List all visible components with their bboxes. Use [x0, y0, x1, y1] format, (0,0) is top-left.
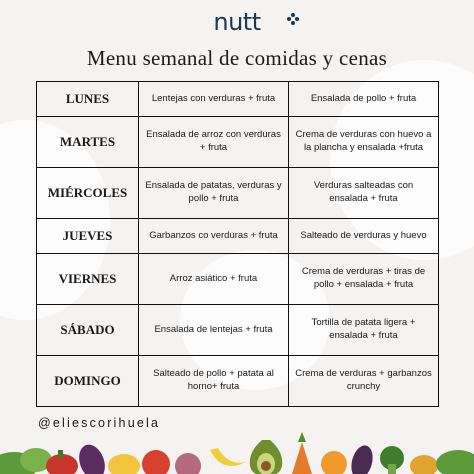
lunch-cell: Arroz asiático + fruta — [139, 253, 289, 304]
table-row — [37, 253, 439, 304]
table-row — [37, 304, 439, 355]
table-row — [37, 355, 439, 406]
table-row — [37, 218, 439, 253]
dinner-cell: Ensalada de pollo + fruta — [289, 82, 439, 117]
table-row — [37, 116, 439, 167]
lunch-cell: Salteado de pollo + patata al horno+ fruta — [139, 355, 289, 406]
table-row — [37, 82, 439, 117]
social-handle: @eliescorihuela — [38, 416, 161, 430]
pepper-icon — [410, 455, 438, 474]
brand-logo — [0, 8, 474, 36]
lunch-cell: Ensalada de patatas, verduras y pollo + fruta — [139, 167, 289, 218]
table-row — [37, 167, 439, 218]
day-cell: JUEVES — [37, 218, 139, 253]
eggplant-icon — [348, 443, 376, 474]
day-cell: LUNES — [37, 82, 139, 117]
onion-icon — [175, 453, 201, 474]
lunch-cell: Ensalada de lentejas + fruta — [139, 304, 289, 355]
orange-icon — [321, 451, 347, 474]
dinner-cell: Crema de verduras + garbanzos crunchy — [289, 355, 439, 406]
weekly-menu-table — [36, 81, 439, 407]
eggplant-icon — [75, 441, 110, 474]
dinner-cell: Salteado de verduras y huevo — [289, 218, 439, 253]
day-cell: DOMINGO — [37, 355, 139, 406]
day-cell: SÁBADO — [37, 304, 139, 355]
lemon-icon — [108, 454, 140, 474]
dinner-cell: Tortilla de patata ligera + ensalada + fruta — [289, 304, 439, 355]
logo-text: nutt — [213, 8, 261, 36]
lettuce-icon — [436, 450, 474, 474]
day-cell: VIERNES — [37, 253, 139, 304]
dinner-cell: Crema de verduras con huevo a la plancha y ensalada +fruta — [289, 116, 439, 167]
dinner-cell: Crema de verduras + tiras de pollo + ensalada + fruta — [289, 253, 439, 304]
lunch-cell: Garbanzos co verduras + fruta — [139, 218, 289, 253]
day-cell: MARTES — [37, 116, 139, 167]
page-title: Menu semanal de comidas y cenas — [86, 46, 388, 70]
dinner-cell: Verduras salteadas con ensalada + fruta — [289, 167, 439, 218]
banana-icon — [210, 448, 246, 466]
lunch-cell: Lentejas con verduras + fruta — [139, 82, 289, 117]
lunch-cell: Ensalada de arroz con verduras + fruta — [139, 116, 289, 167]
logo-dots-icon — [286, 12, 300, 26]
tomato-icon — [142, 450, 170, 474]
carrot-icon — [292, 442, 312, 474]
vegetables-illustration — [0, 422, 474, 474]
day-cell: MIÉRCOLES — [37, 167, 139, 218]
